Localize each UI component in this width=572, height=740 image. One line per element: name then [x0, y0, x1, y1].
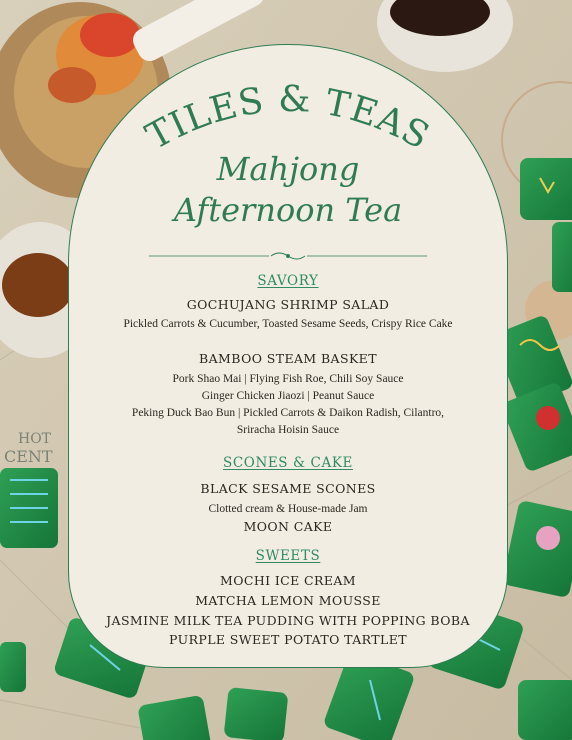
table-print-hotel-2: CENT — [4, 447, 53, 466]
title-tiles-and-teas: TILES & TEAS — [139, 78, 437, 159]
table-print-hotel-1: HOT — [18, 431, 52, 447]
item-purple-sweet-potato-tartlet: PURPLE SWEET POTATO TARTLET — [169, 632, 407, 647]
item-description: Pork Shao Mai | Flying Fish Roe, Chili Soy Sauce — [172, 373, 404, 385]
item-bamboo-steam-basket: BAMBOO STEAM BASKET — [199, 351, 377, 366]
item-description: Peking Duck Bao Bun | Pickled Carrots & Daikon Radish, Cilantro, — [131, 407, 445, 419]
item-description: Sriracha Hoisin Sauce — [236, 424, 340, 436]
item-matcha-lemon-mousse: MATCHA LEMON MOUSSE — [195, 593, 381, 608]
item-moon-cake: MOON CAKE — [243, 519, 333, 534]
item-gochujang-shrimp-salad: GOCHUJANG SHRIMP SALAD — [186, 297, 390, 312]
menu-card — [68, 44, 508, 668]
item-description: Clotted cream & House-made Jam — [208, 503, 368, 515]
item-black-sesame-scones: BLACK SESAME SCONES — [200, 481, 376, 496]
title-mahjong: Mahjong — [216, 150, 360, 188]
item-description: Pickled Carrots & Cucumber, Toasted Sesame Seeds, Crispy Rice Cake — [123, 318, 453, 330]
title-afternoon-tea: Afternoon Tea — [173, 191, 403, 229]
item-description: Ginger Chicken Jiaozi | Peanut Sauce — [201, 390, 375, 402]
section-heading-savory: SAVORY — [257, 273, 319, 289]
ornament-divider — [149, 250, 427, 262]
item-mochi-ice-cream: MOCHI ICE CREAM — [220, 573, 356, 588]
item-jasmine-milk-tea-pudding: JASMINE MILK TEA PUDDING WITH POPPING BOBA — [106, 613, 470, 628]
section-heading-sweets: SWEETS — [255, 548, 321, 564]
section-heading-scones-and-cake: SCONES & CAKE — [223, 455, 353, 471]
